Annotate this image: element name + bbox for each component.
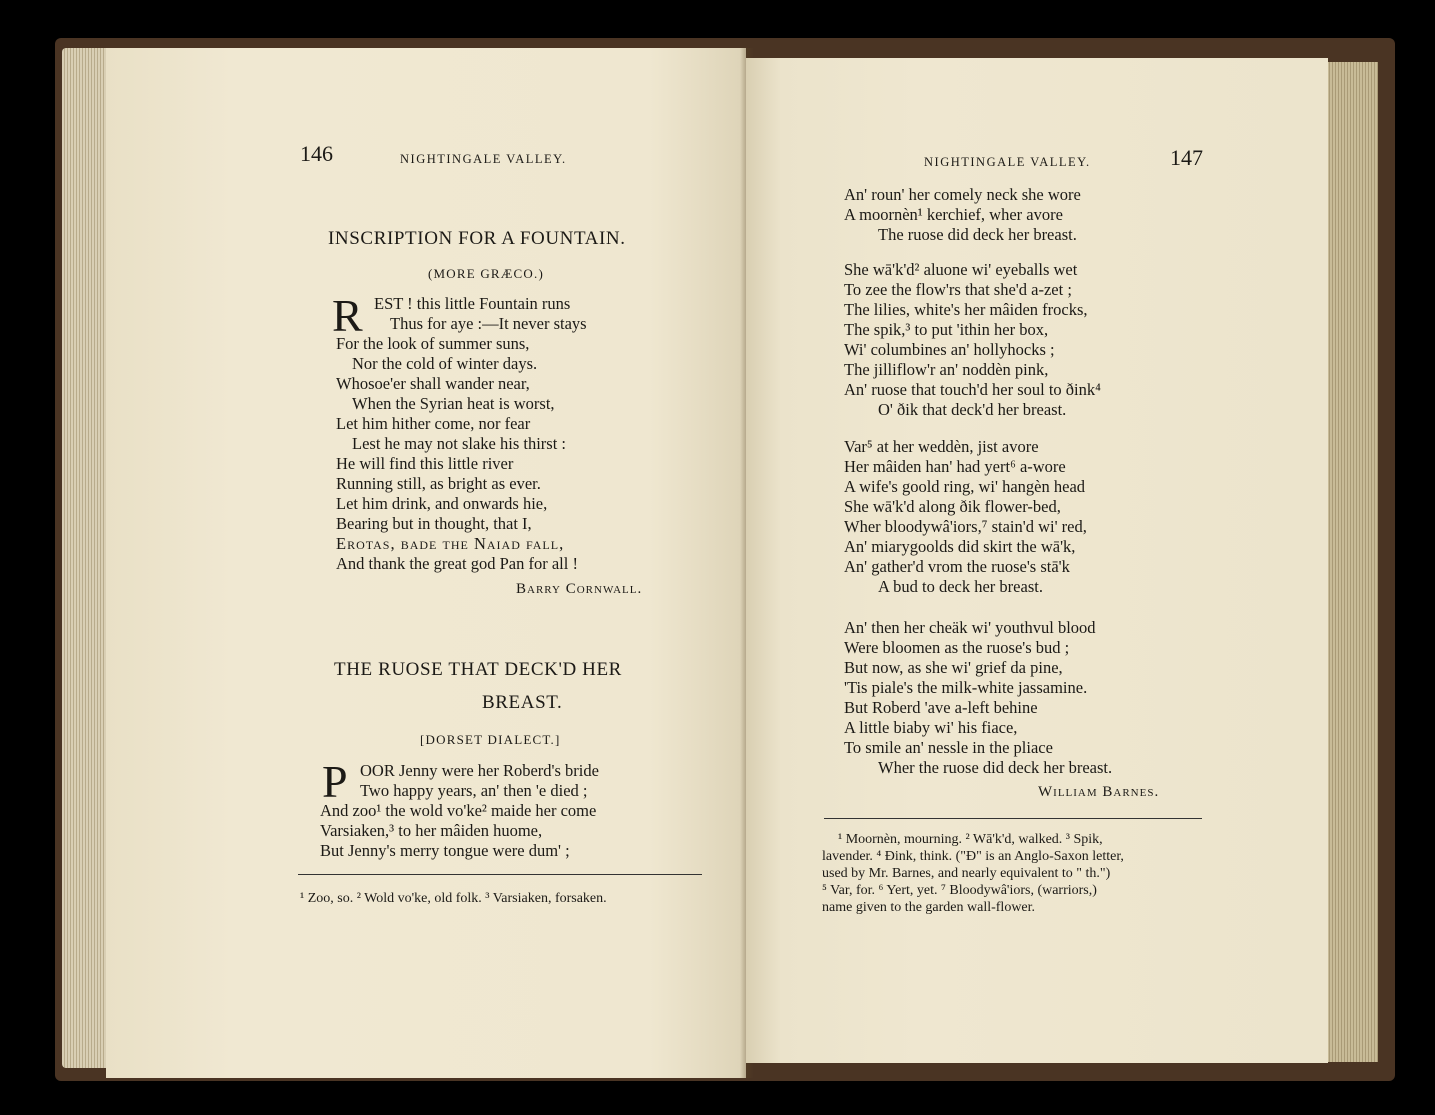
poem-line: He will find this little river: [336, 454, 514, 473]
poem-line: An' roun' her comely neck she wore: [844, 185, 1081, 204]
poem-title: THE RUOSE THAT DECK'D HER: [334, 659, 622, 680]
poem-line: An' then her cheäk wi' youthvul blood: [844, 618, 1096, 637]
poem-line: O' ðik that deck'd her breast.: [878, 400, 1067, 419]
page-number: 147: [1170, 145, 1203, 170]
poem-subtitle: [DORSET DIALECT.]: [420, 732, 561, 747]
running-head: NIGHTINGALE VALLEY.: [400, 152, 567, 166]
poem-author: Barry Cornwall.: [516, 581, 643, 597]
poem-line: The jilliflow'r an' noddèn pink,: [844, 360, 1049, 379]
poem-subtitle: (MORE GRÆCO.): [428, 266, 544, 281]
poem-line: Running still, as bright as ever.: [336, 474, 541, 493]
footnote-line: name given to the garden wall-flower.: [822, 900, 1036, 915]
poem-line: And thank the great god Pan for all !: [336, 554, 578, 573]
poem-line: She wā'k'd along ðik flower-bed,: [844, 497, 1061, 516]
poem-title: INSCRIPTION FOR A FOUNTAIN.: [328, 228, 626, 249]
poem-line: A moornèn¹ kerchief, wher avore: [844, 205, 1063, 224]
poem-line: She wā'k'd² aluone wi' eyeballs wet: [844, 260, 1078, 279]
poem-line: The spik,³ to put 'ithin her box,: [844, 320, 1049, 339]
poem-line: To smile an' nessle in the pliace: [844, 738, 1053, 757]
poem-line: EST ! this little Fountain runs: [374, 294, 571, 313]
footnote-line: ¹ Moornèn, mourning. ² Wā'k'd, walked. ³ Spik,: [838, 832, 1103, 847]
footnote: ¹ Zoo, so. ² Wold vo'ke, old folk. ³ Varsiaken, forsaken.: [300, 891, 607, 906]
poem-line: Thus for aye :—It never stays: [390, 314, 587, 333]
poem-line: Wher bloodywâ'iors,⁷ stain'd wi' red,: [844, 517, 1087, 536]
page-number: 146: [300, 141, 333, 166]
poem-line: Varsiaken,³ to her mâiden huome,: [320, 821, 543, 840]
poem-line: Her mâiden han' had yert⁶ a-wore: [844, 457, 1066, 476]
poem-line: An' miarygoolds did skirt the wā'k,: [844, 537, 1076, 556]
poem-line: Whosoe'er shall wander near,: [336, 374, 530, 393]
poem-line: Lest he may not slake his thirst :: [352, 434, 567, 453]
drop-cap: P: [322, 756, 348, 807]
poem-line: And zoo¹ the wold vo'ke² maide her come: [320, 801, 597, 820]
running-head: NIGHTINGALE VALLEY.: [924, 155, 1091, 169]
poem-line: Wi' columbines an' hollyhocks ;: [844, 340, 1055, 359]
poem-line: Let him hither come, nor fear: [336, 414, 531, 433]
right-page: [746, 58, 1328, 1063]
poem-line: The lilies, white's her mâiden frocks,: [844, 300, 1088, 319]
poem-title-continued: BREAST.: [482, 692, 563, 713]
left-page: [106, 48, 746, 1078]
poem-line: But now, as she wi' grief da pine,: [844, 658, 1063, 677]
poem-line: Nor the cold of winter days.: [352, 354, 538, 373]
poem-line: The ruose did deck her breast.: [878, 225, 1077, 244]
page-edges-left: [62, 48, 112, 1068]
poem-line: Wher the ruose did deck her breast.: [878, 758, 1113, 777]
poem-line: But Roberd 'ave a-left behine: [844, 698, 1038, 717]
footnote-rule: [298, 874, 702, 875]
poem-line: 'Tis piale's the milk-white jassamine.: [844, 678, 1088, 697]
poem-line: Erotas, bade the Naiad fall,: [336, 534, 565, 553]
poem-line: Were bloomen as the ruose's bud ;: [844, 638, 1070, 657]
poem-line: An' gather'd vrom the ruose's stā'k: [844, 557, 1070, 576]
poem-author: William Barnes.: [1038, 784, 1160, 800]
poem-line: A bud to deck her breast.: [878, 577, 1043, 596]
drop-cap: R: [332, 290, 363, 341]
poem-line: An' ruose that touch'd her soul to ðink⁴: [844, 380, 1101, 399]
poem-line: For the look of summer suns,: [336, 334, 530, 353]
poem-line: OOR Jenny were her Roberd's bride: [360, 761, 599, 780]
poem-line: Let him drink, and onwards hie,: [336, 494, 548, 513]
poem-line: But Jenny's merry tongue were dum' ;: [320, 841, 570, 860]
footnote-rule: [824, 818, 1202, 819]
poem-line: Two happy years, an' then 'e died ;: [360, 781, 588, 800]
poem-line: A little biaby wi' his fiace,: [844, 718, 1018, 737]
poem-line: To zee the flow'rs that she'd a-zet ;: [844, 280, 1072, 299]
poem-line: A wife's goold ring, wi' hangèn head: [844, 477, 1086, 496]
poem-line: When the Syrian heat is worst,: [352, 394, 555, 413]
footnote-line: ⁵ Var, for. ⁶ Yert, yet. ⁷ Bloodywâ'iors, (warriors,): [822, 883, 1097, 898]
footnote-line: lavender. ⁴ Ðink, think. ("Ð" is an Anglo-Saxon letter,: [822, 849, 1124, 864]
poem-line: Var⁵ at her weddèn, jist avore: [844, 437, 1039, 456]
poem-line: Bearing but in thought, that I,: [336, 514, 532, 533]
footnote-line: used by Mr. Barnes, and nearly equivalent to " th."): [822, 866, 1111, 881]
